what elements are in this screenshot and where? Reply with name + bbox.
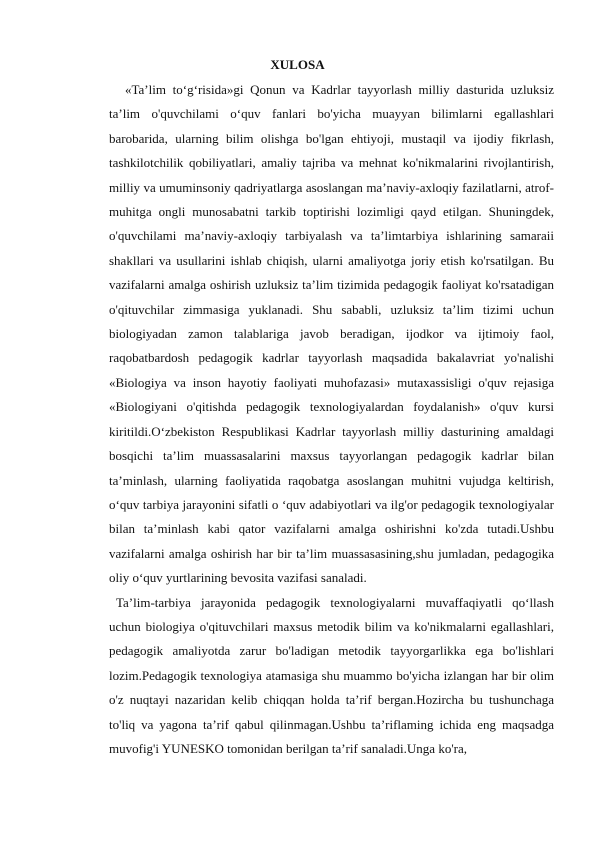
document-body bbox=[109, 78, 554, 761]
paragraph-1: «Ta’lim to‘g‘risida»gi Qonun va Kadrlar tayyorlash milliy dasturida uzluksiz ta’lim o'quvchilami o‘quv fanlari bo'yicha muayyan bilimlarni egallashlari barobarida, ularning bilim olishga bo'lgan ehtiyoji, mustaqil va ijodiy fikrlash, tashkilotchilik qobiliyatlari, amaliy tajriba va mehnat ko'nikmalarini rivojlantirish, milliy va umuminsoniy qadriyatlarga asoslangan ma’naviy-axloqiy fazilatlarni, atrof-muhitga ongli munosabatni tarkib toptirishi lozimligi qayd etilgan. Shuningdek, o'quvchilami ma’naviy-axloqiy tarbiyalash va ta’limtarbiya ishlarining samaraii shakllari va usullarini ishlab chiqish, ularni amaliyotga joriy etish ko'rsatilgan. Bu vazifalarni amalga oshirish uzluksiz ta’lim tizimida pedagogik faoliyat ko'rsatadigan o'qituvchilar zimmasiga yuklanadi. Shu sababli, uzluksiz ta’lim tizimi uchun biologiyadan zamon talablariga javob beradigan, ijodkor va ijtimoiy faol, raqobatbardosh pedagogik kadrlar tayyorlash maqsadida bakalavriat yo'nalishi «Biologiya va inson hayotiy faoliyati muhofazasi» mutaxassisligi o'quv rejasiga «Biologiyani o'qitishda pedagogik texnologiyalardan foydalanish» o'quv kursi kiritildi.O‘zbekiston Respublikasi Kadrlar tayyorlash milliy dasturining amaldagi bosqichi ta’lim muassasalarini maxsus tayyorlangan pedagogik kadrlar bilan ta’minlash, ularning faoliyatida raqobatga asoslangan muhitni vujudga keltirish, o‘quv tarbiya jarayonini sifatli o ‘quv adabiyotlari va ilg'or pedagogik texnologiyalar bilan ta’minlash kabi qator vazifalarni amalga oshirishni ko'zda tutadi.Ushbu vazifalarni amalga oshirish har bir ta’lim muassasasining,shu jumladan, pedagogika oliy o‘quv yurtlarining bevosita vazifasi sanaladi. bbox=[109, 82, 554, 586]
document-title: XULOSA bbox=[270, 57, 325, 72]
paragraph-2: Ta’lim-tarbiya jarayonida pedagogik texnologiyalarni muvaffaqiyatli qo‘llash uchun biologiya o'qituvchilari maxsus metodik bilim va ko'nikmalarni egallashlari, pedagogik amaliyotda zarur bo'ladigan metodik tayyorgarlikka ega bo'lishlari lozim.Pedagogik texnologiya atamasiga shu muammo bo'yicha izlangan har bir olim o'z nuqtayi nazaridan kelib chiqqan holda ta’rif bergan.Hozircha bu tushunchaga to'liq va yagona ta’rif qabul qilinmagan.Ushbu ta’riflaming ichida eng maqsadga muvofig'i YUNESKO tomonidan berilgan ta’rif sanaladi.Unga ko'ra, bbox=[109, 594, 554, 756]
